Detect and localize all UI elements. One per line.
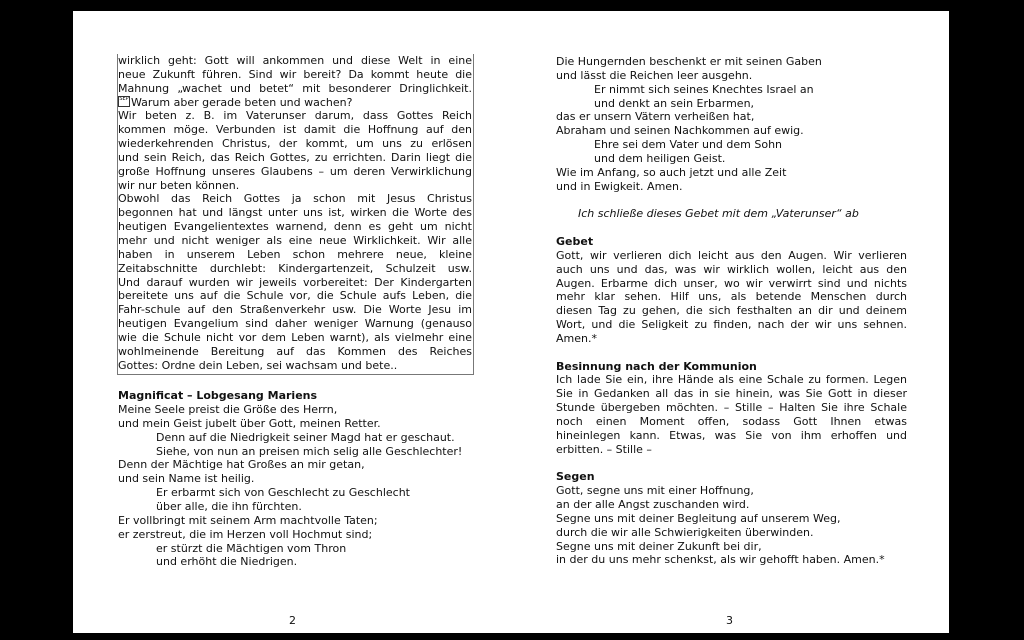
magnificat-line: Abraham und seinen Nachkommen auf ewig. bbox=[556, 124, 804, 138]
kommunion-line: Sie in Gedanken all das in sie hinein, was Sie Gott in dieser bbox=[556, 387, 907, 401]
magnificat-line: Er nimmt sich seines Knechtes Israel an bbox=[594, 82, 814, 96]
kommunion-line: hineinlegen kann. Etwas, was Sie von ihm erhoffen und bbox=[556, 428, 907, 442]
box-line: Zeitabschnitte durchlebt: Kindergartenzeit, Schulzeit usw. bbox=[118, 261, 472, 275]
magnificat-line: Wie im Anfang, so auch jetzt und alle Zeit bbox=[556, 165, 787, 179]
box-line: neue Zukunft führen. Sind wir bereit? Da kommt heute die bbox=[118, 67, 472, 81]
magnificat-line: über alle, die ihn fürchten. bbox=[156, 500, 302, 513]
box-line: Warum aber gerade beten und wachen? bbox=[131, 95, 353, 109]
page-number-right: 3 bbox=[726, 614, 733, 627]
page-number-left: 2 bbox=[289, 614, 296, 627]
kommunion-heading: Besinnung nach der Kommunion bbox=[556, 359, 757, 373]
magnificat-line: Er erbarmt sich von Geschlecht zu Geschlecht bbox=[156, 486, 410, 500]
box-line: bereitete uns auf die Schule vor, die Schule aufs Leben, die bbox=[118, 289, 472, 303]
box-line: Wir beten z. B. im Vaterunser darum, dass Gottes Reich bbox=[118, 109, 472, 123]
magnificat-line: und erhöht die Niedrigen. bbox=[156, 555, 298, 569]
segen-line: an der alle Angst zuschanden wird. bbox=[556, 498, 750, 511]
magnificat-line: und lässt die Reichen leer ausgehn. bbox=[556, 68, 753, 82]
magnificat-line: und in Ewigkeit. Amen. bbox=[556, 179, 683, 193]
gebet-line: Wort, und die Seligkeit zu finden, nach der wir uns sehnen. bbox=[556, 318, 907, 332]
magnificat-line: und mein Geist jubelt über Gott, meinen Retter. bbox=[118, 416, 381, 430]
box-line: große Hoffnung unseres Glaubens – um deren Verwirklichung bbox=[118, 164, 472, 178]
box-line: wirklich geht: Gott will ankommen und diese Welt in eine bbox=[118, 54, 472, 67]
magnificat-line: er zerstreut, die im Herzen voll Hochmut sind; bbox=[118, 527, 373, 541]
segen-line: Gott, segne uns mit einer Hoffnung, bbox=[556, 484, 754, 498]
magnificat-line: Er vollbringt mit seinem Arm machtvolle Taten; bbox=[118, 513, 378, 527]
framed-reflection-box bbox=[117, 54, 474, 375]
segen-heading: Segen bbox=[556, 470, 595, 484]
gebet-line: auch uns und das, was wir wirklich wollen, leicht aus den bbox=[556, 262, 907, 276]
magnificat-line: Ehre sei dem Vater und dem Sohn bbox=[594, 138, 783, 152]
box-line: Und darauf wurden wir jeweils vorbereitet: Der Kindergarten bbox=[118, 275, 472, 289]
box-line: Gottes: Ordne dein Leben, sei wachsam und bete.. bbox=[118, 358, 398, 372]
box-line: wir nur beten können. bbox=[118, 178, 240, 192]
box-line: wiederkehrenden Christus, der kommt, um uns zu erlösen bbox=[118, 137, 472, 151]
magnificat-line: er stürzt die Mächtigen vom Thron bbox=[156, 541, 347, 555]
gebet-line: Amen.* bbox=[556, 331, 597, 345]
gebet-line: Augen. Erbarme dich unser, wo wir verwirrt sind und nichts bbox=[556, 276, 907, 290]
spacer bbox=[556, 456, 907, 470]
kommunion-line: Stunde übergeben möchten. – Stille – Halten Sie ihre Schale bbox=[556, 401, 907, 415]
box-line-with-glyph bbox=[118, 96, 472, 110]
magnificat-heading: Magnificat – Lobgesang Mariens bbox=[118, 389, 318, 403]
left-page-column bbox=[118, 55, 474, 569]
segen-line: Segne uns mit deiner Begleitung auf unserem Weg, bbox=[556, 511, 841, 525]
segen-line: durch die wir alle Schwierigkeiten überwinden. bbox=[556, 525, 814, 539]
box-line: haben in unserem Leben schon mehrere neue, kleine bbox=[118, 247, 472, 261]
spacer bbox=[556, 193, 907, 207]
separator-glyph-icon: SEP bbox=[118, 96, 130, 107]
box-line: wie die Schule nicht vor dem Leben warnt), als vielmehr eine bbox=[118, 330, 472, 344]
gebet-line: diesen Tag zu gehen, die sich festhalten an dir und deinem bbox=[556, 304, 907, 318]
box-line: wohlmeinende Bereitung auf das Kommen des Reiches bbox=[118, 344, 472, 358]
magnificat-line: Die Hungernden beschenkt er mit seinen Gaben bbox=[556, 55, 822, 68]
vaterunser-note: Ich schließe dieses Gebet mit dem „Vaterunser“ ab bbox=[578, 207, 859, 221]
document-spread bbox=[73, 11, 949, 633]
magnificat-line: Siehe, von nun an preisen mich selig alle Geschlechter! bbox=[156, 444, 463, 458]
magnificat-line: das er unsern Vätern verheißen hat, bbox=[556, 110, 755, 124]
box-line: Fahr-schule auf den Straßenverkehr usw. Die Worte Jesu im bbox=[118, 303, 472, 317]
box-line: Mahnung „wachet und betet“ mit besonderer Dringlichkeit. bbox=[118, 81, 472, 95]
gebet-line: Gott, wir verlieren dich leicht aus den Augen. Wir verlieren bbox=[556, 248, 907, 262]
magnificat-line: und dem heiligen Geist. bbox=[594, 151, 726, 165]
segen-line: in der du uns mehr schenkst, als wir gehofft haben. Amen.* bbox=[556, 553, 885, 567]
box-line: heutigen Evangelium sind daher weniger Warnung (genauso bbox=[118, 317, 472, 331]
spacer bbox=[118, 375, 474, 389]
box-line: kommen möge. Verbunden ist damit die Hoffnung auf den bbox=[118, 123, 472, 137]
box-line: begonnen hat und längst unter uns ist, wirken die Worte des bbox=[118, 206, 472, 220]
magnificat-line: und sein Name ist heilig. bbox=[118, 472, 255, 486]
right-page-column bbox=[556, 55, 907, 567]
spacer bbox=[556, 346, 907, 360]
kommunion-line: noch einen Moment offen, sodass Gott Ihnen etwas bbox=[556, 414, 907, 428]
box-line: Obwohl das Reich Gottes ja schon mit Jesus Christus bbox=[118, 192, 472, 206]
box-line: und sein Reich, das Reich Gottes, zu errichten. Darin liegt die bbox=[118, 150, 472, 164]
kommunion-line: Ich lade Sie ein, ihre Hände als eine Schale zu formen. Legen bbox=[556, 373, 907, 387]
segen-line: Segne uns mit deiner Zukunft bei dir, bbox=[556, 539, 762, 553]
box-line: heutigen Evangelientextes warnend, denn es geht um nicht bbox=[118, 220, 472, 234]
box-line: mehr und nicht weniger als eine neue Wirklichkeit. Wir alle bbox=[118, 233, 472, 247]
magnificat-line: Meine Seele preist die Größe des Herrn, bbox=[118, 403, 338, 417]
magnificat-line: und denkt an sein Erbarmen, bbox=[594, 96, 755, 110]
kommunion-line: erbitten. – Stille – bbox=[556, 442, 652, 456]
magnificat-line: Denn der Mächtige hat Großes an mir getan, bbox=[118, 458, 365, 472]
gebet-heading: Gebet bbox=[556, 234, 594, 248]
magnificat-line: Denn auf die Niedrigkeit seiner Magd hat er geschaut. bbox=[156, 430, 455, 444]
gebet-line: mehr klar sehen. Hilf uns, als betende Menschen durch bbox=[556, 290, 907, 304]
spacer bbox=[556, 221, 907, 235]
